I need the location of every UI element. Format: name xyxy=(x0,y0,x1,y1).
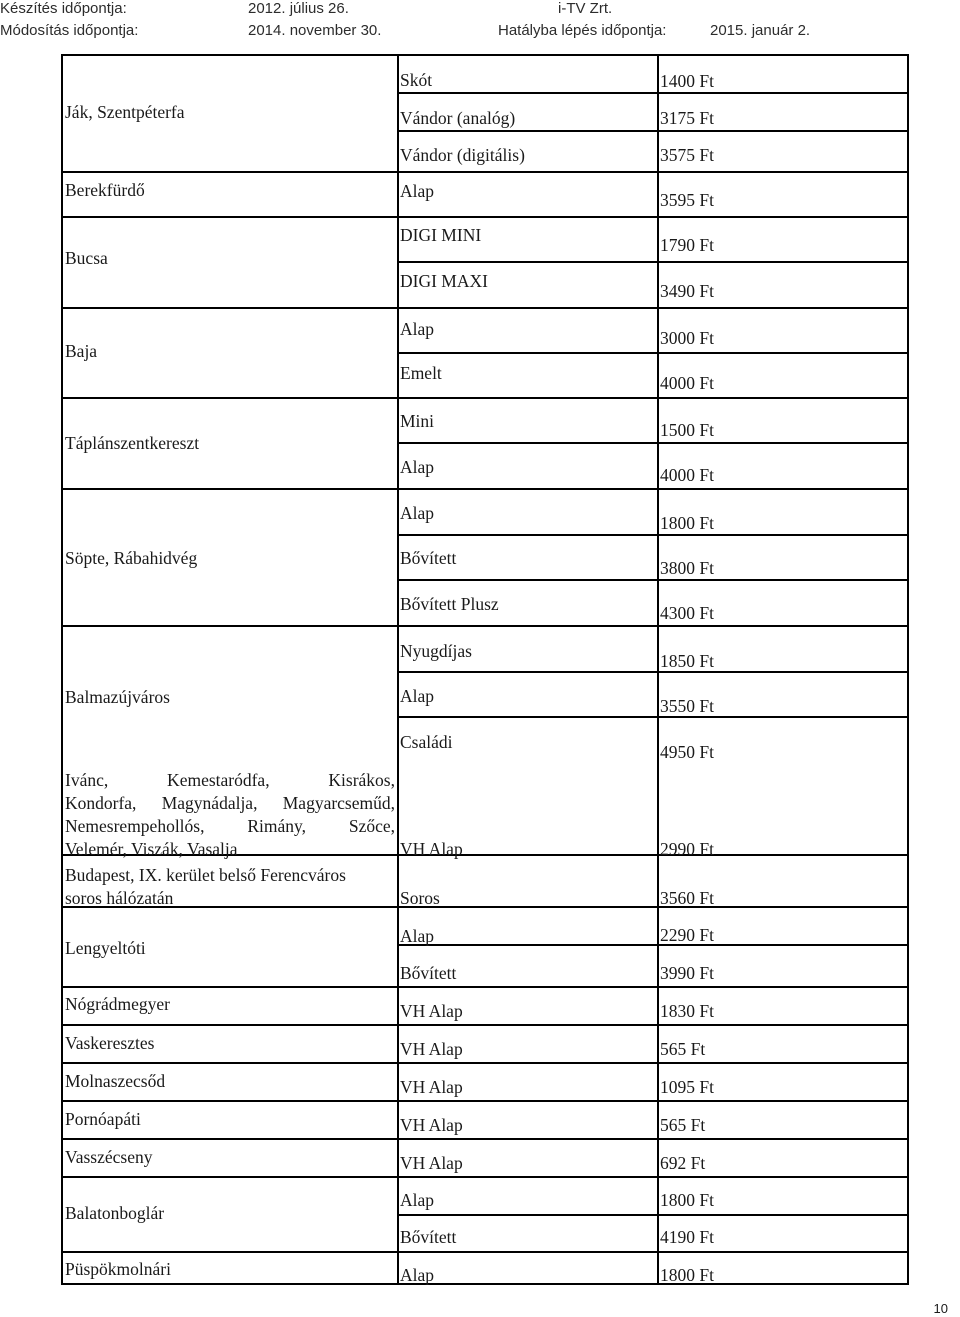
price-cell: 3595 Ft xyxy=(660,190,714,210)
price-cell: 1850 Ft xyxy=(660,651,714,671)
row-divider xyxy=(397,92,909,94)
price-cell: 4950 Ft xyxy=(660,742,714,762)
town-cell: Bucsa xyxy=(65,248,108,268)
package-cell: VH Alap xyxy=(400,1153,463,1173)
package-cell: Alap xyxy=(400,1265,435,1285)
package-cell: Vándor (analóg) xyxy=(400,108,516,128)
row-divider xyxy=(63,216,909,218)
package-cell: Családi xyxy=(400,732,453,752)
package-cell: Nyugdíjas xyxy=(400,641,472,661)
price-cell: 3990 Ft xyxy=(660,963,714,983)
row-divider xyxy=(63,1251,909,1253)
price-cell: 2290 Ft xyxy=(660,925,714,945)
package-cell: Alap xyxy=(400,686,435,706)
price-cell: 3550 Ft xyxy=(660,696,714,716)
package-cell: DIGI MAXI xyxy=(400,271,488,291)
price-cell: 3000 Ft xyxy=(660,328,714,348)
effective-label: Hatályba lépés időpontja: xyxy=(498,22,667,39)
package-cell: Soros xyxy=(400,888,440,908)
price-cell: 3490 Ft xyxy=(660,281,714,301)
package-cell: Bővített xyxy=(400,1227,457,1247)
created-date: 2012. július 26. xyxy=(248,0,349,17)
row-divider xyxy=(397,534,909,536)
town-cell: Táplánszentkereszt xyxy=(65,433,200,453)
price-cell: 3175 Ft xyxy=(660,108,714,128)
row-divider xyxy=(63,1024,909,1026)
town-cell: soros hálózatán xyxy=(65,888,174,908)
package-cell: VH Alap xyxy=(400,1001,463,1021)
town-cell: Lengyeltóti xyxy=(65,938,146,958)
package-cell: Bővített xyxy=(400,548,457,568)
town-cell: Kondorfa, Magynádalja, Magyarcseműd, xyxy=(65,793,395,813)
town-cell: Vaskeresztes xyxy=(65,1033,155,1053)
modified-date: 2014. november 30. xyxy=(248,22,382,39)
row-divider xyxy=(397,442,909,444)
row-divider xyxy=(397,944,909,946)
town-cell: Nógrádmegyer xyxy=(65,994,170,1014)
package-cell: Alap xyxy=(400,1190,435,1210)
document-header xyxy=(0,0,960,22)
row-divider xyxy=(63,1062,909,1064)
row-divider xyxy=(63,397,909,399)
row-divider xyxy=(63,1138,909,1140)
price-cell: 1500 Ft xyxy=(660,420,714,440)
package-cell: Alap xyxy=(400,926,435,946)
price-cell: 1095 Ft xyxy=(660,1077,714,1097)
town-cell: Balatonboglár xyxy=(65,1203,165,1223)
price-cell: 565 Ft xyxy=(660,1039,706,1059)
column-divider xyxy=(657,56,659,1283)
price-cell: 3575 Ft xyxy=(660,145,714,165)
package-cell: DIGI MINI xyxy=(400,225,482,245)
row-divider xyxy=(397,579,909,581)
town-cell: Püspökmolnári xyxy=(65,1259,171,1279)
price-cell: 4000 Ft xyxy=(660,373,714,393)
price-cell: 1800 Ft xyxy=(660,513,714,533)
town-cell: Budapest, IX. kerület belső Ferencváros xyxy=(65,865,346,885)
package-cell: Alap xyxy=(400,181,435,201)
row-divider xyxy=(63,1100,909,1102)
town-cell: Baja xyxy=(65,341,98,361)
town-cell: Vasszécseny xyxy=(65,1147,153,1167)
price-cell: 565 Ft xyxy=(660,1115,706,1135)
page-number: 10 xyxy=(933,1301,948,1316)
row-divider xyxy=(63,171,909,173)
row-divider xyxy=(397,261,909,263)
row-divider xyxy=(397,716,909,718)
price-cell: 1800 Ft xyxy=(660,1265,714,1285)
town-cell: Berekfürdő xyxy=(65,180,145,200)
package-cell: Mini xyxy=(400,411,435,431)
row-divider xyxy=(63,986,909,988)
town-cell: Nemesrempehollós, Rimány, Szőce, xyxy=(65,816,395,836)
row-divider xyxy=(397,130,909,132)
package-cell: VH Alap xyxy=(400,1039,463,1059)
effective-date: 2015. január 2. xyxy=(710,22,811,39)
row-divider xyxy=(63,625,909,627)
price-table xyxy=(61,54,909,1285)
town-cell: Söpte, Rábahidvég xyxy=(65,548,198,568)
town-cell: Ják, Szentpéterfa xyxy=(65,102,185,122)
price-cell: 1400 Ft xyxy=(660,71,714,91)
price-cell: 3800 Ft xyxy=(660,558,714,578)
created-label: Készítés időpontja: xyxy=(0,0,127,17)
row-divider xyxy=(397,352,909,354)
row-divider xyxy=(397,671,909,673)
modified-label: Módosítás időpontja: xyxy=(0,22,139,39)
town-cell: Molnaszecsőd xyxy=(65,1071,166,1091)
town-cell: Balmazújváros xyxy=(65,687,170,707)
row-divider xyxy=(63,1176,909,1178)
package-cell: Bővített Plusz xyxy=(400,594,499,614)
column-divider xyxy=(397,56,399,1283)
row-divider xyxy=(63,307,909,309)
row-divider xyxy=(397,1214,909,1216)
package-cell: Alap xyxy=(400,457,435,477)
row-divider xyxy=(63,488,909,490)
price-cell: 4000 Ft xyxy=(660,465,714,485)
price-cell: 692 Ft xyxy=(660,1153,706,1173)
package-cell: Bővített xyxy=(400,963,457,983)
package-cell: Emelt xyxy=(400,363,442,383)
price-cell: 4300 Ft xyxy=(660,603,714,623)
package-cell: VH Alap xyxy=(400,1077,463,1097)
package-cell: VH Alap xyxy=(400,1115,463,1135)
price-cell: 2990 Ft xyxy=(660,839,714,859)
package-cell: Skót xyxy=(400,70,433,90)
price-cell: 1790 Ft xyxy=(660,235,714,255)
price-cell: 1830 Ft xyxy=(660,1001,714,1021)
document-header-row2 xyxy=(0,22,960,44)
package-cell: Vándor (digitális) xyxy=(400,145,525,165)
price-cell: 3560 Ft xyxy=(660,888,714,908)
package-cell: Alap xyxy=(400,319,435,339)
town-cell: Ivánc, Kemestaródfa, Kisrákos, xyxy=(65,770,395,790)
price-cell: 1800 Ft xyxy=(660,1190,714,1210)
company-name: i-TV Zrt. xyxy=(558,0,613,17)
package-cell: Alap xyxy=(400,503,435,523)
town-cell: Velemér, Viszák, Vasalja xyxy=(65,839,238,859)
row-divider xyxy=(63,906,909,908)
package-cell: VH Alap xyxy=(400,839,463,859)
price-cell: 4190 Ft xyxy=(660,1227,714,1247)
town-cell: Pornóapáti xyxy=(65,1109,141,1129)
